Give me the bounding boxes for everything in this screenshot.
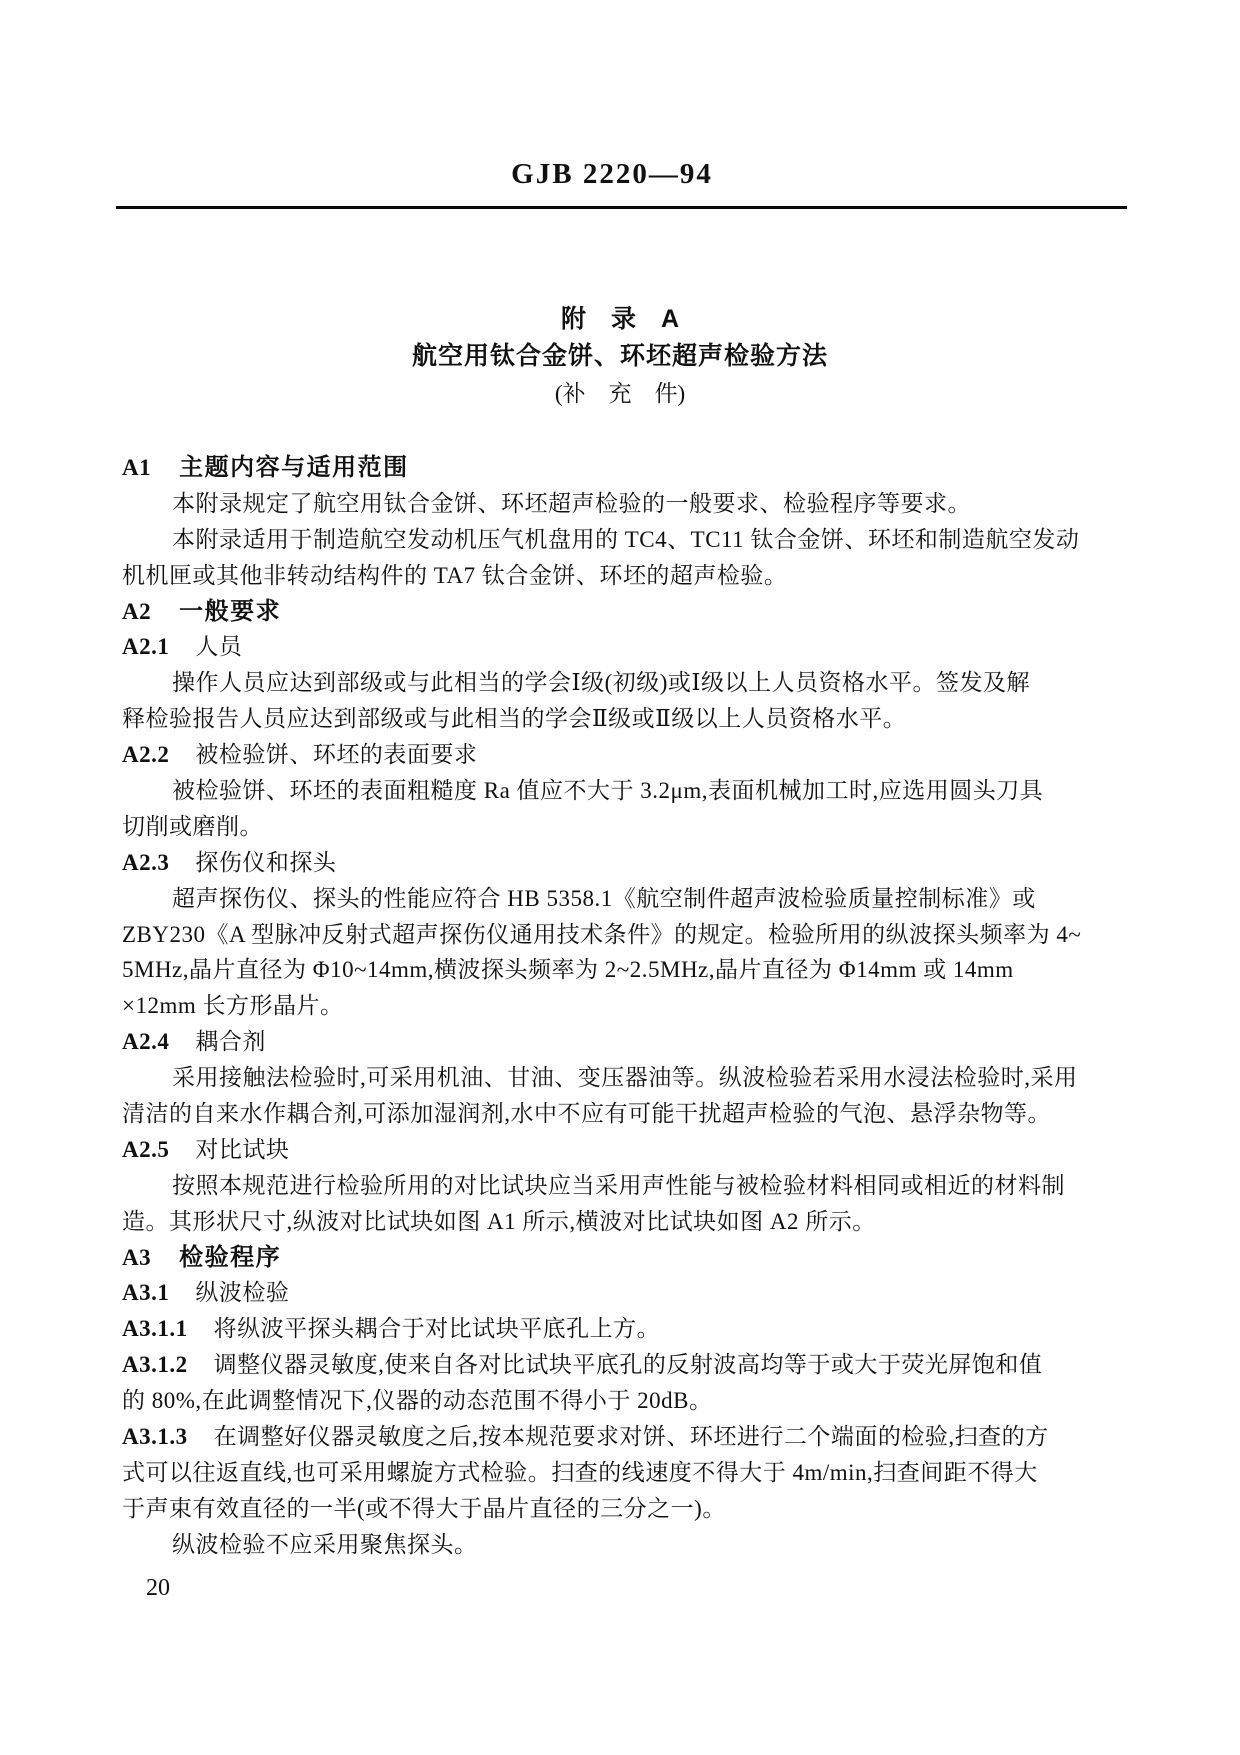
clause-A3.1.1 (122, 1311, 1130, 1347)
clause-A2.4 (122, 1024, 1130, 1060)
text-line (122, 1168, 1130, 1204)
clause-text: 主题内容与适用范围 (179, 454, 409, 481)
clause-A1 (122, 450, 1130, 486)
clause-text: 机机匣或其他非转动结构件的 TA7 钛合金饼、环坯的超声检验。 (122, 562, 788, 588)
clause-text: 检验程序 (179, 1243, 282, 1271)
clause-number: A2.2 (122, 742, 170, 768)
clause-text: 被检验饼、环坯的表面粗糙度 Ra 值应不大于 3.2μm,表面机械加工时,应选用圆头刀具 (172, 778, 1044, 804)
clause-text: 切削或磨削。 (122, 813, 263, 839)
clause-number: A3 (122, 1244, 152, 1270)
clause-text: 本附录适用于制造航空发动机压气机盘用的 TC4、TC11 钛合金饼、环坯和制造航空发动 (172, 526, 1080, 552)
text-line (122, 917, 1130, 953)
clause-A3.1.2 (122, 1347, 1130, 1383)
text-line (122, 881, 1130, 917)
clause-A2.3 (122, 845, 1130, 881)
clause-text: 被检验饼、环坯的表面要求 (195, 742, 478, 768)
text-line (122, 522, 1130, 558)
clause-text: 的 80%,在此调整情况下,仪器的动态范围不得小于 20dB。 (122, 1388, 713, 1414)
clause-text: 耦合剂 (195, 1029, 266, 1055)
clause-text: ×12mm 长方形晶片。 (122, 993, 344, 1019)
appendix-subject-title: 航空用钛合金饼、环坯超声检验方法 (411, 342, 828, 370)
clause-number: A2.5 (122, 1136, 170, 1162)
clause-text: 操作人员应达到部级或与此相当的学会Ⅰ级(初级)或Ⅰ级以上人员资格水平。签发及解 (172, 670, 1030, 696)
text-line (122, 1383, 1130, 1419)
text-line (122, 952, 1130, 988)
clause-text: 对比试块 (195, 1136, 290, 1162)
supplement-note: (补 充 件) (554, 381, 686, 406)
clause-text: 人员 (195, 634, 243, 660)
clause-A2.2 (122, 737, 1130, 773)
clause-text: 按照本规范进行检验所用的对比试块应当采用声性能与被检验材料相同或相近的材料制 (172, 1172, 1065, 1198)
body-text (122, 450, 1130, 1563)
clause-number: A1 (122, 455, 152, 480)
front-matter (0, 301, 1240, 412)
clause-text: 一般要求 (179, 597, 282, 625)
text-line (122, 701, 1130, 737)
text-line (122, 486, 1130, 522)
text-line (122, 773, 1130, 809)
text-line (122, 1096, 1130, 1132)
text-line (122, 665, 1130, 701)
text-line (122, 1527, 1130, 1563)
header-rule (116, 206, 1127, 209)
clause-A2.1 (122, 629, 1130, 665)
clause-text: 探伤仪和探头 (195, 849, 337, 875)
text-line (122, 1204, 1130, 1240)
clause-A2.5 (122, 1132, 1130, 1168)
clause-A3.1 (122, 1275, 1130, 1311)
appendix-title: 附 录 A (560, 305, 680, 333)
clause-number: A2.3 (122, 849, 170, 875)
clause-number: A2 (122, 598, 152, 624)
clause-text: 超声探伤仪、探头的性能应符合 HB 5358.1《航空制件超声波检验质量控制标准》或 (172, 885, 1036, 911)
clause-text: 将纵波平探头耦合于对比试块平底孔上方。 (213, 1316, 661, 1342)
clause-text: 本附录规定了航空用钛合金饼、环坯超声检验的一般要求、检验程序等要求。 (172, 490, 971, 516)
text-line (122, 558, 1130, 594)
text-line (122, 1491, 1130, 1527)
clause-text: 于声束有效直径的一半(或不得大于晶片直径的三分之一)。 (122, 1495, 726, 1521)
clause-number: A3.1.2 (122, 1352, 188, 1378)
clause-text: 纵波检验不应采用聚焦探头。 (172, 1531, 478, 1557)
clause-text: 调整仪器灵敏度,使来自各对比试块平底孔的反射波高均等于或大于荧光屏饱和值 (213, 1352, 1043, 1378)
clause-text: 清洁的自来水作耦合剂,可添加湿润剂,水中不应有可能干扰超声检验的气泡、悬浮杂物等。 (122, 1101, 1051, 1127)
clause-number: A3.1.1 (122, 1316, 188, 1342)
clause-text: ZBY230《A 型脉冲反射式超声探伤仪通用技术条件》的规定。检验所用的纵波探头频率为 4~ (122, 921, 1082, 947)
clause-text: 造。其形状尺寸,纵波对比试块如图 A1 所示,横波对比试块如图 A2 所示。 (122, 1208, 876, 1234)
clause-number: A3.1 (122, 1280, 170, 1306)
text-line (122, 1455, 1130, 1491)
clause-text: 纵波检验 (195, 1280, 290, 1306)
text-line (122, 809, 1130, 845)
clause-number: A2.1 (122, 634, 170, 660)
clause-text: 释检验报告人员应达到部级或与此相当的学会Ⅱ级或Ⅱ级以上人员资格水平。 (122, 706, 907, 732)
standard-number: GJB 2220—94 (511, 158, 713, 190)
clause-text: 在调整好仪器灵敏度之后,按本规范要求对饼、环坯进行二个端面的检验,扫查的方 (213, 1424, 1049, 1450)
clause-A2 (122, 594, 1130, 630)
clause-text: 式可以往返直线,也可采用螺旋方式检验。扫查的线速度不得大于 4m/min,扫查间距不得大 (122, 1459, 1038, 1485)
clause-A3.1.3 (122, 1419, 1130, 1455)
clause-number: A2.4 (122, 1029, 170, 1055)
clause-A3 (122, 1240, 1130, 1276)
text-line (122, 988, 1130, 1024)
clause-number: A3.1.3 (122, 1424, 188, 1450)
clause-text: 5MHz,晶片直径为 Φ10~14mm,横波探头频率为 2~2.5MHz,晶片直径为 Φ14mm 或 14mm (122, 957, 1014, 983)
text-line (122, 1060, 1130, 1096)
page-number: 20 (146, 1575, 170, 1601)
clause-text: 采用接触法检验时,可采用机油、甘油、变压器油等。纵波检验若采用水浸法检验时,采用 (172, 1065, 1078, 1091)
